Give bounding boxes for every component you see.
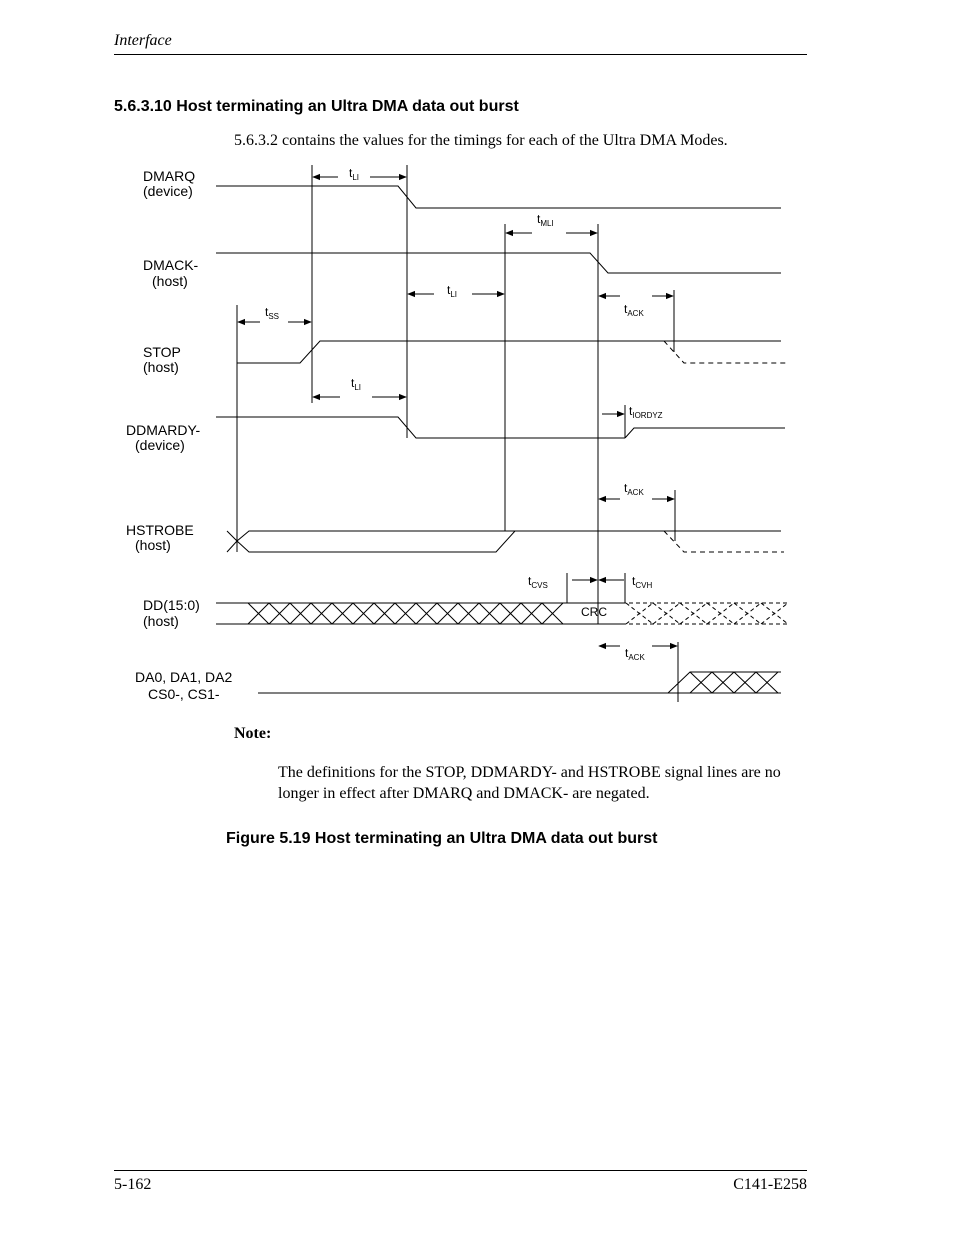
t-cvs-label: tCVS — [528, 574, 548, 590]
t-cvh-label: tCVH — [632, 574, 653, 590]
t-ack-label-2: tACK — [624, 481, 644, 497]
da-bus-hatch — [690, 672, 778, 693]
crc-label: CRC — [581, 605, 607, 619]
stop-sublabel: (host) — [143, 359, 179, 375]
dd-bus-hatch-dashed — [626, 603, 788, 624]
dd-bus-hatch — [248, 603, 563, 624]
ddmardy-sublabel: (device) — [135, 437, 185, 453]
t-ss-label: tSS — [265, 305, 280, 321]
da-label: DA0, DA1, DA2 — [135, 669, 233, 685]
t-mli-label: tMLI — [537, 212, 554, 228]
signal-labels — [126, 168, 232, 702]
page-number: 5-162 — [114, 1176, 152, 1193]
t-ack-label-3: tACK — [625, 646, 645, 662]
t-li-label-1: tLI — [349, 166, 360, 182]
dmack-label: DMACK- — [143, 257, 199, 273]
dmarq-sublabel: (device) — [143, 183, 193, 199]
intro-text: 5.6.3.2 contains the values for the timings for each of the Ultra DMA Modes. — [234, 132, 728, 149]
t-iordyz-label: tIORDYZ — [629, 404, 663, 420]
dd-label: DD(15:0) — [143, 597, 200, 613]
ddmardy-label: DDMARDY- — [126, 422, 201, 438]
note-body: The definitions for the STOP, DDMARDY- and HSTROBE signal lines are no longer in effect after DMARQ and DMACK- are negated. — [278, 764, 781, 802]
footer-rule — [114, 1170, 807, 1171]
t-ack-label-1: tACK — [624, 302, 644, 318]
da-sublabel: CS0-, CS1- — [148, 686, 220, 702]
note-title: Note: — [234, 725, 272, 742]
section-title: 5.6.3.10 Host terminating an Ultra DMA data out burst — [114, 98, 519, 115]
figure-caption: Figure 5.19 Host terminating an Ultra DMA data out burst — [226, 830, 658, 847]
dmack-sublabel: (host) — [152, 273, 188, 289]
t-li-label-2: tLI — [447, 283, 458, 299]
t-li-label-3: tLI — [351, 376, 362, 392]
running-header: Interface — [114, 32, 172, 49]
hstrobe-sublabel: (host) — [135, 537, 171, 553]
stop-label: STOP — [143, 344, 181, 360]
dmarq-label: DMARQ — [143, 168, 196, 184]
dd-sublabel: (host) — [143, 613, 179, 629]
hstrobe-label: HSTROBE — [126, 522, 194, 538]
document-code: C141-E258 — [733, 1176, 807, 1193]
